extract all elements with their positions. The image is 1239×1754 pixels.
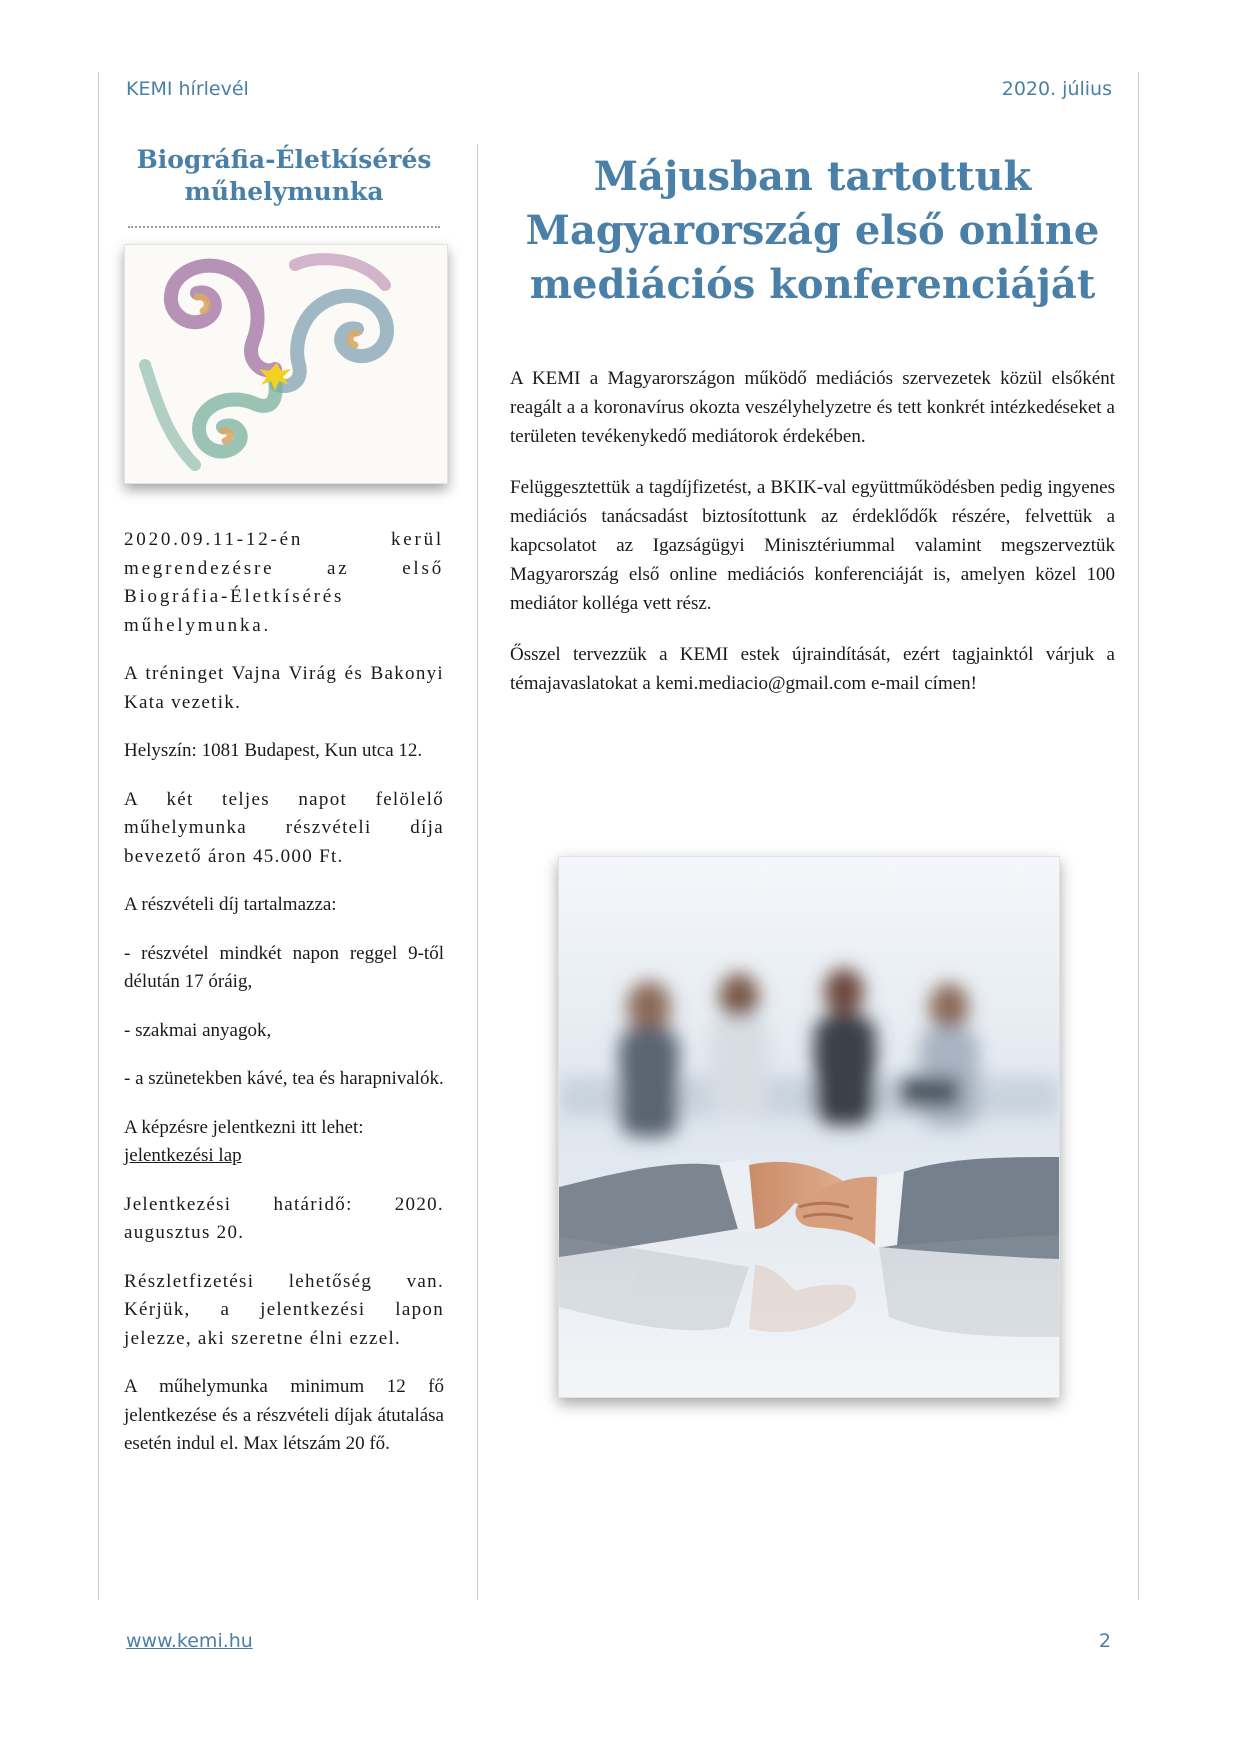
workshop-date-paragraph: 2020.09.11-12-én kerül megrendezésre az első Biográfia-Életkísérés műhelymunka. [124,529,444,636]
fee-item-refreshments: - a szünetekben kávé, tea és harapnivalók. [124,1068,444,1089]
newsletter-name: KEMI hírlevél [126,78,249,100]
handshake-illustration [559,857,1059,1397]
deadline-paragraph: Jelentkezési határidő: 2020. augusztus 20. [124,1193,444,1243]
workshop-title: Biográfia-Életkísérés műhelymunka [136,145,432,206]
margin-rule-left [98,72,99,1600]
trainers-paragraph: A tréninget Vajna Virág és Bakonyi Kata vezetik. [124,663,444,713]
website-link[interactable]: www.kemi.hu [126,1630,253,1652]
triskele-drawing [125,245,447,483]
fee-item-materials: - szakmai anyagok, [124,1019,272,1041]
issue-date: 2020. július [1001,78,1112,100]
registration-paragraph [124,1114,444,1171]
fee-includes-heading: A részvételi díj tartalmazza: [124,894,337,915]
article-title: Májusban tartottuk Magyarország első online mediációs konferenciáját [525,153,1100,308]
registration-form-link[interactable]: jelentkezési lap [124,1145,242,1166]
triskele-image [124,244,448,484]
venue-paragraph: Helyszín: 1081 Budapest, Kun utca 12. [124,740,423,761]
article-paragraph: Felüggesztettük a tagdíjfizetést, a BKIK-val együttműködésben pedig ingyenes mediációs tanácsadást biztosítottunk az érdeklődők részére, felvettük a kapcsolatot az Igazságügyi Minisztériummal valamint megszerveztük Magyarország első online mediációs konferenciáját is, amelyen közel 100 mediátor kolléga vett rész. [510,477,1115,614]
registration-text: A képzésre jelentkezni itt lehet: [124,1116,364,1138]
article-body [510,364,1115,698]
dotted-divider [128,226,440,228]
fee-paragraph: A két teljes napot felölelő műhelymunka részvételi díja bevezető áron 45.000 Ft. [124,788,444,867]
minimum-participants-paragraph: A műhelymunka minimum 12 fő jelentkezése és a részvételi díjak átutalása esetén indul el. Max létszám 20 fő. [124,1376,444,1454]
right-column [510,144,1115,720]
left-column [124,144,444,1479]
article-paragraph: Ősszel tervezzük a KEMI estek újraindítását, ezért tagjainktól várjuk a témajavaslatokat a kemi.mediacio@gmail.com e-mail címen! [510,644,1115,694]
margin-rule-right [1138,72,1139,1600]
installment-paragraph: Részletfizetési lehetőség van. Kérjük, a jelentkezési lapon jelezze, aki szeretne élni ezzel. [124,1270,444,1349]
fee-item-attendance: - részvétel mindkét napon reggel 9-től délután 17 óráig, [124,942,444,992]
page-number: 2 [1098,1630,1111,1652]
article-paragraph: A KEMI a Magyarországon működő mediációs szervezetek közül elsőként reagált a a koronavírus okozta veszélyhelyzetre és tett konkrét intézkedéseket a területen tevékenykedő mediátorok érdekében. [510,368,1115,447]
handshake-photo [558,856,1060,1398]
column-divider [477,144,478,1600]
workshop-details [124,526,444,1459]
